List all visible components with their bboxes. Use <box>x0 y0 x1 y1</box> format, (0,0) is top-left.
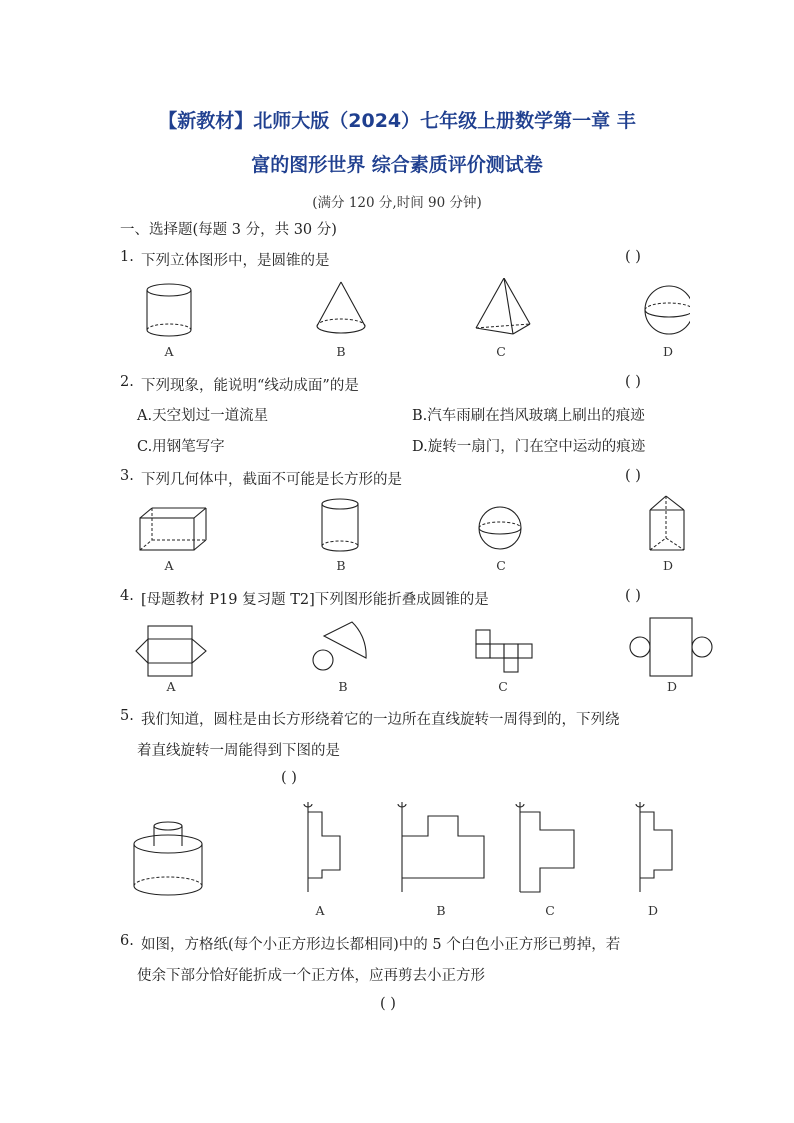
q3-label-c: C <box>496 558 506 573</box>
q5-option-c-shape <box>516 802 574 892</box>
q1-number: 1. <box>120 249 134 265</box>
q1-label-b: B <box>336 344 346 359</box>
q5-number: 5. <box>120 708 134 724</box>
q2-answer-paren: ( ) <box>625 374 641 390</box>
q4-label-d: D <box>666 679 678 694</box>
q3-figure-b-cylinder <box>322 499 358 551</box>
q3-figure-d-prism <box>650 496 684 550</box>
q4-figure-a-net <box>136 626 206 676</box>
q4-figure-d-net <box>630 618 712 676</box>
q2-option-b: B.汽车雨刷在挡风玻璃上刷出的痕迹 <box>412 408 645 424</box>
q5-label-d: D <box>647 903 659 918</box>
q4-figures <box>130 614 720 680</box>
q5-label-c: C <box>545 903 555 918</box>
q5-figures <box>128 794 688 904</box>
q6-text-line-1: 如图，方格纸(每个小正方形边长都相同)中的 5 个白色小正方形已剪掉，若 <box>141 937 621 953</box>
q1-label-c: C <box>496 344 506 359</box>
q3-figure-c-sphere <box>479 507 521 549</box>
q5-label-b: B <box>436 903 446 918</box>
score-note: (满分 120 分,时间 90 分钟) <box>312 195 482 211</box>
q3-label-a: A <box>164 558 174 573</box>
q4-answer-paren: ( ) <box>625 588 641 604</box>
q1-figure-c-pyramid <box>476 278 530 334</box>
q2-text: 下列现象，能说明“线动成面”的是 <box>141 378 359 394</box>
q2-option-d: D.旋转一扇门，门在空中运动的痕迹 <box>412 439 646 455</box>
q4-figure-c-net <box>476 630 532 672</box>
q4-label-b: B <box>338 679 348 694</box>
q4-text: [母题教材 P19 复习题 T2]下列图形能折叠成圆锥的是 <box>141 592 489 608</box>
q6-text-line-2: 使余下部分恰好能折成一个正方体，应再剪去小正方形 <box>137 968 485 984</box>
q1-figure-d-sphere <box>645 286 690 334</box>
q5-option-a-shape <box>304 802 340 892</box>
q6-number: 6. <box>120 933 134 949</box>
q1-answer-paren: ( ) <box>625 249 641 265</box>
title-line-2: 富的图形世界 综合素质评价测试卷 <box>251 154 543 176</box>
q5-reference-solid <box>134 822 202 895</box>
q5-text-line-1: 我们知道，圆柱是由长方形绕着它的一边所在直线旋转一周得到的，下列绕 <box>141 712 620 728</box>
q5-label-a: A <box>315 903 325 918</box>
q5-option-d-shape <box>636 802 672 892</box>
q3-text: 下列几何体中，截面不可能是长方形的是 <box>141 472 402 488</box>
title-line-1: 【新教材】北师大版（2024）七年级上册数学第一章 丰 <box>158 110 636 132</box>
q1-text: 下列立体图形中，是圆锥的是 <box>141 253 330 269</box>
q3-label-d: D <box>662 558 674 573</box>
section-heading: 一、选择题(每题 3 分，共 30 分) <box>120 222 337 238</box>
q4-number: 4. <box>120 588 134 604</box>
q6-answer-paren: ( ) <box>380 996 396 1012</box>
q3-number: 3. <box>120 468 134 484</box>
q5-text-line-2: 着直线旋转一周能得到下图的是 <box>137 743 340 759</box>
q4-figure-b-net <box>313 622 366 670</box>
q4-label-c: C <box>498 679 508 694</box>
q2-option-a: A.天空划过一道流星 <box>137 408 269 424</box>
q5-answer-paren: ( ) <box>281 770 297 786</box>
q1-label-a: A <box>164 344 174 359</box>
q1-figure-a-cylinder <box>147 284 191 336</box>
q4-label-a: A <box>166 679 176 694</box>
q1-figure-b-cone <box>317 282 365 333</box>
q5-option-b-shape <box>398 802 484 892</box>
q3-label-b: B <box>336 558 346 573</box>
q1-label-d: D <box>662 344 674 359</box>
q2-option-c: C.用钢笔写字 <box>137 439 225 455</box>
q3-answer-paren: ( ) <box>625 468 641 484</box>
q2-number: 2. <box>120 374 134 390</box>
q3-figure-a-cuboid <box>140 508 206 550</box>
q1-figures <box>130 278 690 346</box>
q3-figures <box>130 494 690 556</box>
